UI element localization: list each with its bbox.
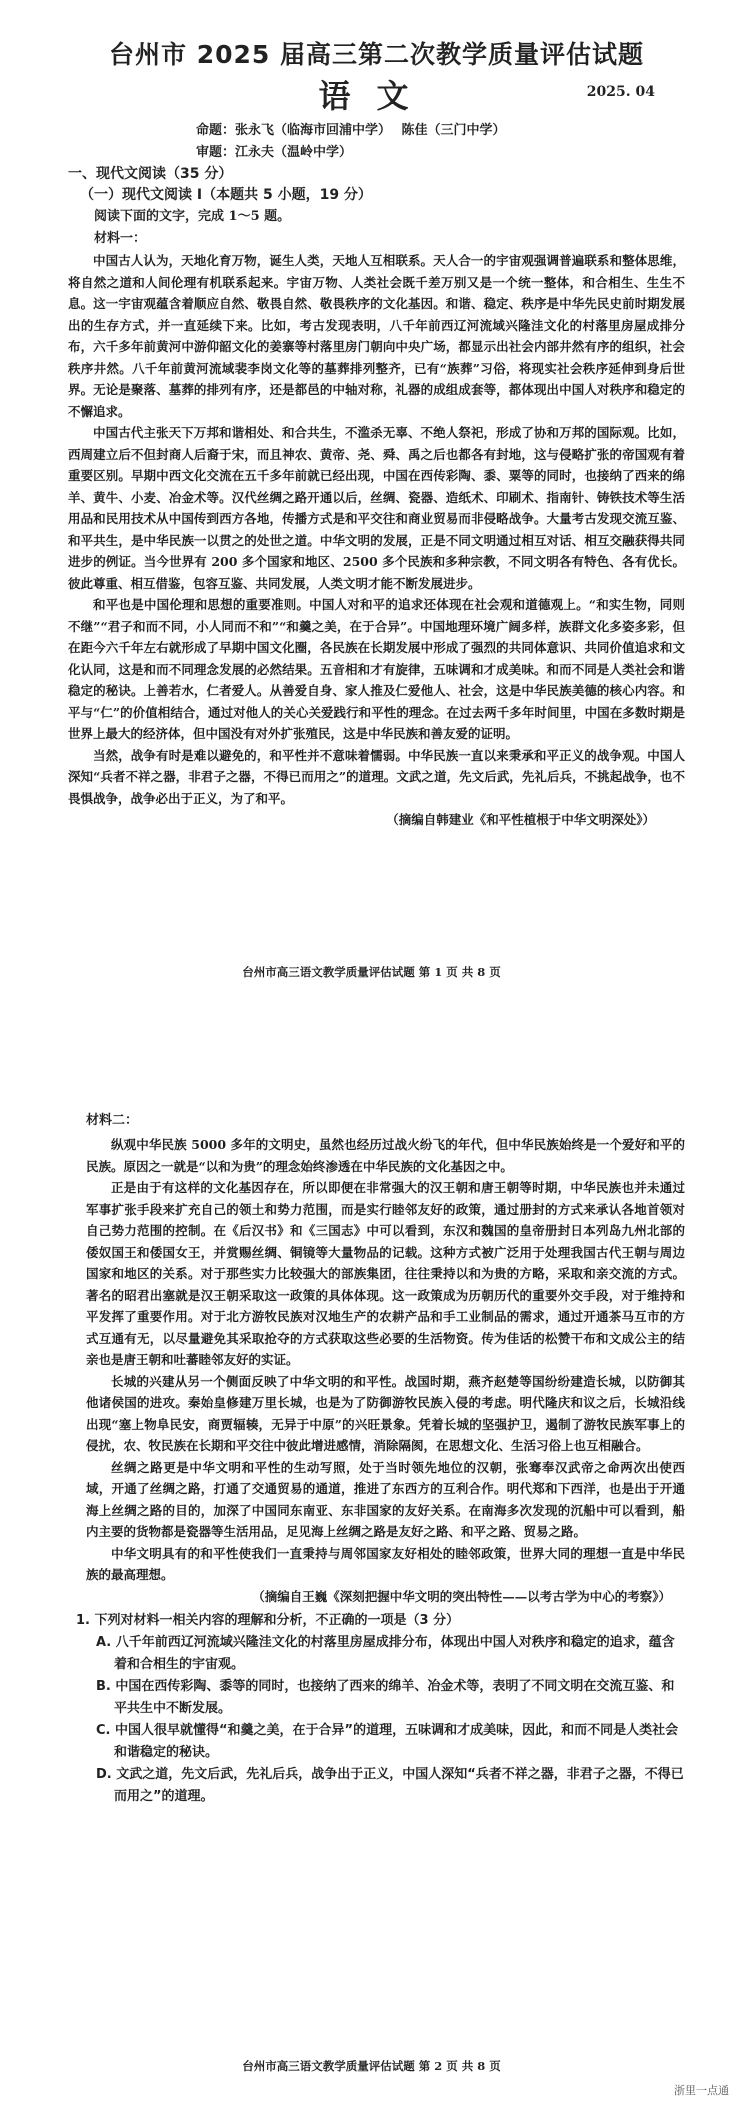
paragraph: 纵观中华民族 5000 多年的文明史，虽然也经历过战火纷飞的年代，但中华民族始终是一个爱好和平的民族。原因之一就是“以和为贵”的理念始终渗透在中华民族的文化基因之中。 <box>86 1137 685 1174</box>
material-label: 材料二： <box>86 1113 139 1128</box>
section-heading: 一、现代文阅读（35 分） <box>68 166 233 182</box>
subject-row <box>68 72 685 120</box>
answer-option-c: C. 中国人很早就懂得“和羹之美，在于合异”的道理，五味调和才成美味，因此，和而不同是人类社会和谐稳定的秘诀。 <box>96 1722 679 1760</box>
subject-title: 语文 <box>318 77 435 115</box>
paragraph: 长城的兴建从另一个侧面反映了中华文明的和平性。战国时期，燕齐赵楚等国纷纷建造长城，以防御其他诸侯国的进攻。秦始皇修建万里长城，也是为了防御游牧民族入侵的考虑。明代隆庆和议之后，长城沿线出现“塞上物阜民安，商贾辐辏，无异于中原”的兴旺景象。凭着长城的坚强护卫，遏制了游牧民族军事上的侵扰，农、牧民族在长期和平交往中彼此增进感情，消除隔阂，在思想文化、生活习俗上也互相融合。 <box>86 1373 685 1453</box>
credits-reviewer: 审题：江永夫（温岭中学） <box>196 145 353 160</box>
exam-title: 台州市 2025 届高三第二次教学质量评估试题 <box>109 40 644 69</box>
reading-instruction: 阅读下面的文字，完成 1～5 题。 <box>94 209 291 224</box>
source-citation: （摘编自王巍《深刻把握中华文明的突出特性——以考古学为中心的考察》） <box>252 1588 671 1604</box>
paragraph: 中华文明具有的和平性使我们一直秉持与周邻国家友好相处的睦邻政策，世界大同的理想一直是中华民族的最高理想。 <box>86 1545 685 1582</box>
answer-option-b: B. 中国在西传彩陶、黍等的同时，也接纳了西来的绵羊、冶金术等，表明了不同文明在交流互鉴、和平共生中不断发展。 <box>96 1678 675 1716</box>
question-stem: 1. 下列对材料一相关内容的理解和分析，不正确的一项是（3 分） <box>76 1612 460 1628</box>
paragraph: 中国古代主张天下万邦和谐相处、和合共生，不滥杀无辜、不绝人祭祀，形成了协和万邦的国际观。比如，西周建立后不但封商人后裔于宋，而且神农、黄帝、尧、舜、禹之后也都各有封地，这与侵略扩张的帝国观有着重要区别。早期中西文化交流在五千多年前就已经出现，中国在西传彩陶、黍、粟等的同时，也接纳了西来的绵羊、黄牛、小麦、冶金术等。汉代丝绸之路开通以后，丝绸、瓷器、造纸术、印刷术、指南针、铸铁技术等生活用品和民用技术从中国传到西方各地，传播方式是和平交往和商业贸易而非侵略战争。大量考古发现交流互鉴、和平共生，是中华民族一以贯之的处世之道。中华文明的发展，正是不同文明通过相互对话、相互交融获得共同进步的例证。当今世界有 200 多个国家和地区、2500 多个民族和多种宗教，不同文明各有特色、各有优长。彼此尊重、相互借鉴，包容互鉴、共同发展，人类文明才能不断发展进步。 <box>68 425 685 591</box>
paragraph: 中国古人认为，天地化育万物，诞生人类，天地人互相联系。天人合一的宇宙观强调普遍联系和整体思维，将自然之道和人间伦理有机联系起来。宇宙万物、人类社会既千差万别又是一个统一整体，和合相生、生生不息。这一宇宙观蕴含着顺应自然、敬畏自然、敬畏秩序的文化基因。和谐、稳定、秩序是中华先民史前时期发展出的生存方式，并一直延续下来。比如，考古发现表明，八千年前西辽河流域兴隆洼文化的村落里房屋成排分布，六千多年前黄河中游仰韶文化的姜寨等村落里房门朝向中央广场，都显示出社会内部井然有序的组织，社会秩序井然。八千年前黄河流域裴李岗文化等的墓葬排列整齐，已有“族葬”习俗，将现实社会秩序延伸到身后世界。无论是聚落、墓葬的排列有序，还是都邑的中轴对称，礼器的成组成套等，都体现出中国人对秩序和稳定的不懈追求。 <box>68 253 685 419</box>
page-footer: 台州市高三语文教学质量评估试题 第 1 页 共 8 页 <box>242 965 501 979</box>
answer-option-a: A. 八千年前西辽河流域兴隆洼文化的村落里房屋成排分布，体现出中国人对秩序和稳定的追求，蕴含着和合相生的宇宙观。 <box>96 1634 675 1672</box>
source-citation: （摘编自韩建业《和平性植根于中华文明深处》） <box>386 812 655 827</box>
paragraph: 当然，战争有时是难以避免的，和平性并不意味着懦弱。中华民族一直以来秉承和平正义的战争观。中国人深知“兵者不祥之器，非君子之器，不得已而用之”的道理。文武之道，先文后武，先礼后兵，不挑起战争，也不畏惧战争，战争必出于正义，为了和平。 <box>68 747 685 806</box>
material-label: 材料一： <box>94 231 147 246</box>
paragraph: 和平也是中国伦理和思想的重要准则。中国人对和平的追求还体现在社会观和道德观上。“和实生物，同则不继”“君子和而不同，小人同而不和”“和羹之美，在于合异”。中国地理环境广阔多样，族群文化多姿多彩，但在距今六千年左右就形成了早期中国文化圈，各民族在长期发展中形成了强烈的共同体意识、共同价值追求和文化认同，这是和而不同理念发展的必然结果。五音相和才有旋律，五味调和才成美味。和而不同是人类社会和谐稳定的秘诀。上善若水，仁者爱人。从善爱自身、家人推及仁爱他人、社会，这是中华民族美德的核心内容。和平与“仁”的价值相结合，通过对他人的关心关爱践行和平性的理念。在过去两千多年时间里，中国在多数时期是世界上最大的经济体，但中国没有对外扩张殖民，这是中华民族和善友爱的证明。 <box>68 597 685 741</box>
paragraph: 正是由于有这样的文化基因存在，所以即便在非常强大的汉王朝和唐王朝等时期，中华民族也并未通过军事扩张手段来扩充自己的领土和势力范围，而是实行睦邻友好的政策，通过册封的方式来承认各地首领对自己势力范围的控制。在《后汉书》和《三国志》中可以看到，东汉和魏国的皇帝册封日本列岛九州北部的倭奴国王和倭国女王，并赏赐丝绸、铜镜等大量物品的记载。这种方式被广泛用于处理我国古代王朝与周边国家和地区的关系。对于那些实力比较强大的部族集团，往往秉持以和为贵的方略，采取和亲交流的方式。著名的昭君出塞就是汉王朝采取这一政策的具体体现。这一政策成为历朝历代的重要外交手段，对于维持和平发挥了重要作用。对于北方游牧民族对汉地生产的农耕产品和手工业制品的需求，通过开通茶马互市的方式互通有无，以尽量避免其采取抢夺的方式获取这些必要的生活物资。传为佳话的松赞干布和文成公主的结亲也是唐王朝和吐蕃睦邻友好的实证。 <box>86 1180 685 1367</box>
answer-option-d: D. 文武之道，先文后武，先礼后兵，战争出于正义，中国人深知“兵者不祥之器，非君子之器，不得已而用之”的道理。 <box>96 1766 684 1804</box>
subsection-heading: （一）现代文阅读 Ⅰ（本题共 5 小题，19 分） <box>80 187 372 203</box>
exam-page-1 <box>0 0 743 1000</box>
paragraph: 丝绸之路更是中华文明和平性的生动写照，处于当时领先地位的汉朝，张骞奉汉武帝之命两次出使西域，开通了丝绸之路，打通了交通贸易的通道，推进了东西方的互利合作。明代郑和下西洋，也是出于开通海上丝绸之路的目的，加深了中国同东南亚、东非国家的友好关系。在南海多次发现的沉船中可以看到，船内主要的货物都是瓷器等生活用品，足见海上丝绸之路是友好之路、和平之路、贸易之路。 <box>86 1459 685 1539</box>
page-footer: 台州市高三语文教学质量评估试题 第 2 页 共 8 页 <box>242 2059 501 2073</box>
credits-setters: 命题：张永飞（临海市回浦中学） 陈佳（三门中学） <box>196 123 506 138</box>
exam-date: 2025. 04 <box>586 84 655 100</box>
exam-page-2 <box>0 1110 743 2104</box>
watermark-text: 浙里一点通 <box>674 2084 729 2097</box>
